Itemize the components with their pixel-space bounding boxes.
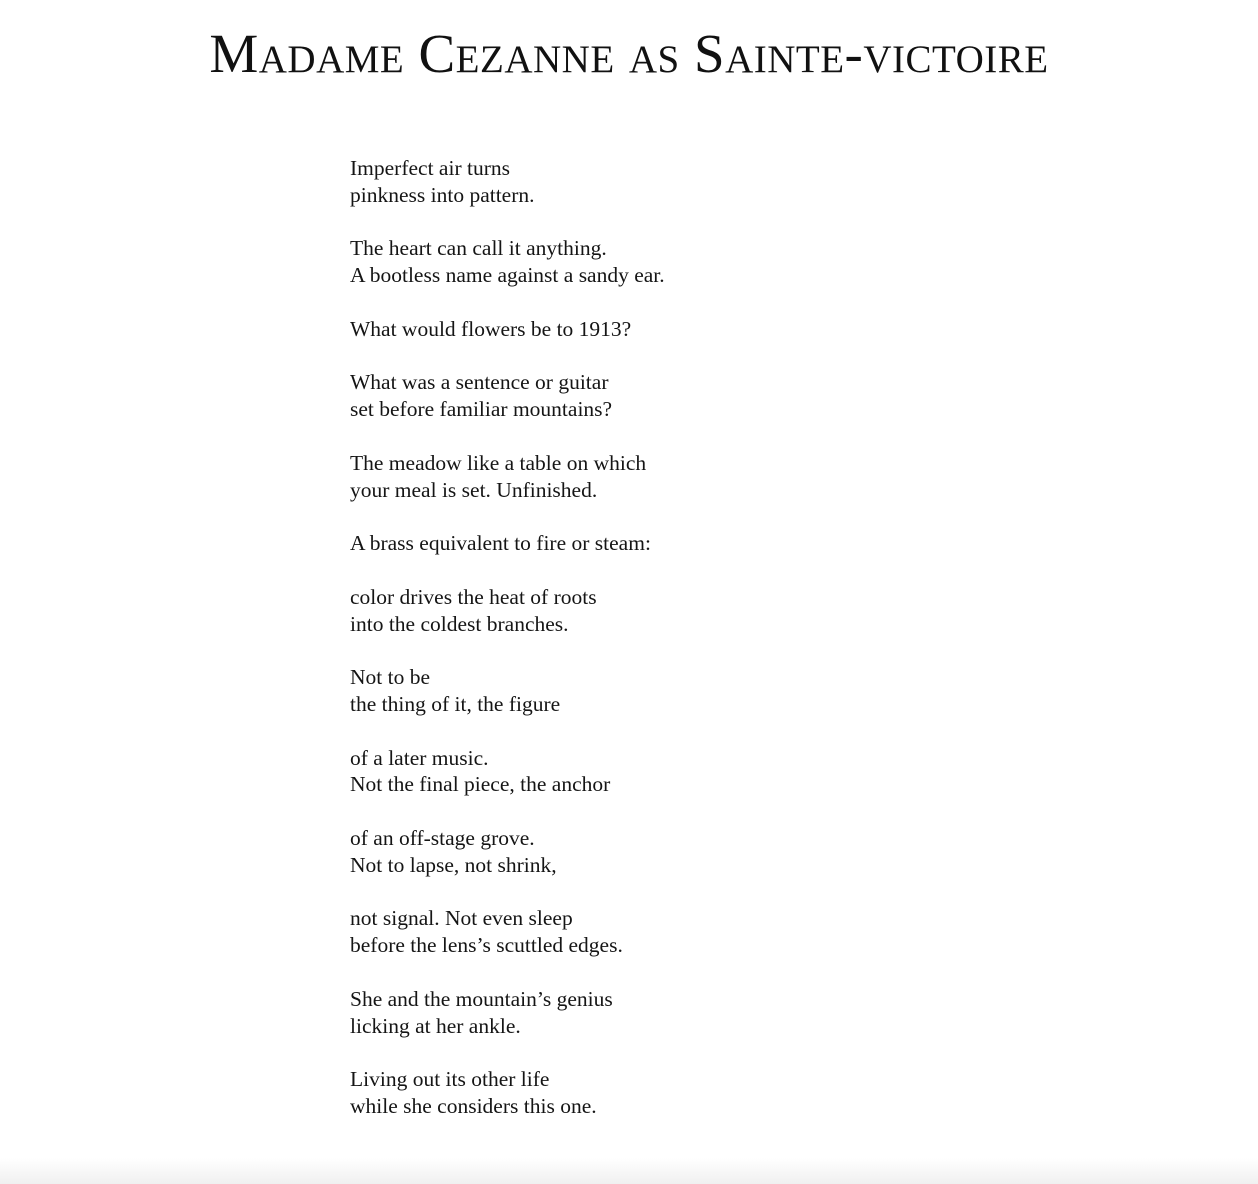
stanza — [350, 825, 950, 879]
stanza — [350, 986, 950, 1040]
poem-line: Not to lapse, not shrink, — [350, 852, 557, 877]
poem-line: the thing of it, the figure — [350, 691, 561, 716]
stanza — [350, 155, 950, 209]
stanza — [350, 905, 950, 959]
stanza — [350, 316, 950, 343]
poem-line: your meal is set. Unfinished. — [350, 477, 598, 502]
poem-line: licking at her ankle. — [350, 1013, 521, 1038]
stanza — [350, 450, 950, 504]
poem-line: of a later music. — [350, 745, 489, 770]
poem-line: A brass equivalent to fire or steam: — [350, 531, 651, 556]
poem-line: She and the mountain’s genius — [350, 986, 613, 1011]
poem-line: before the lens’s scuttled edges. — [350, 933, 623, 958]
stanza — [350, 745, 950, 799]
poem-line: The meadow like a table on which — [350, 450, 647, 475]
poem-line: Not the final piece, the anchor — [350, 772, 611, 797]
stanza — [350, 584, 950, 638]
stanza — [350, 369, 950, 423]
poem-line: The heart can call it anything. — [350, 236, 607, 261]
poem-line: A bootless name against a sandy ear. — [350, 263, 665, 288]
stanza — [350, 235, 950, 289]
stanza — [350, 530, 950, 557]
poem-title: Madame Cezanne as Sainte-victoire — [209, 23, 1049, 84]
poem-line: What would flowers be to 1913? — [350, 316, 632, 341]
poem-body — [350, 155, 950, 1146]
page-bottom-shadow — [0, 1158, 1258, 1184]
poem-line: set before familiar mountains? — [350, 397, 613, 422]
poem-line: pinkness into pattern. — [350, 182, 535, 207]
poem-line: of an off-stage grove. — [350, 825, 535, 850]
poem-line: Living out its other life — [350, 1067, 550, 1092]
poem-line: What was a sentence or guitar — [350, 370, 609, 395]
poem-line: Imperfect air turns — [350, 156, 510, 180]
poem-line: not signal. Not even sleep — [350, 906, 573, 931]
poem-line: Not to be — [350, 665, 431, 690]
poem-line: color drives the heat of roots — [350, 584, 597, 609]
poem-line: while she considers this one. — [350, 1093, 597, 1118]
stanza — [350, 664, 950, 718]
stanza — [350, 1066, 950, 1120]
poem-line: into the coldest branches. — [350, 611, 569, 636]
